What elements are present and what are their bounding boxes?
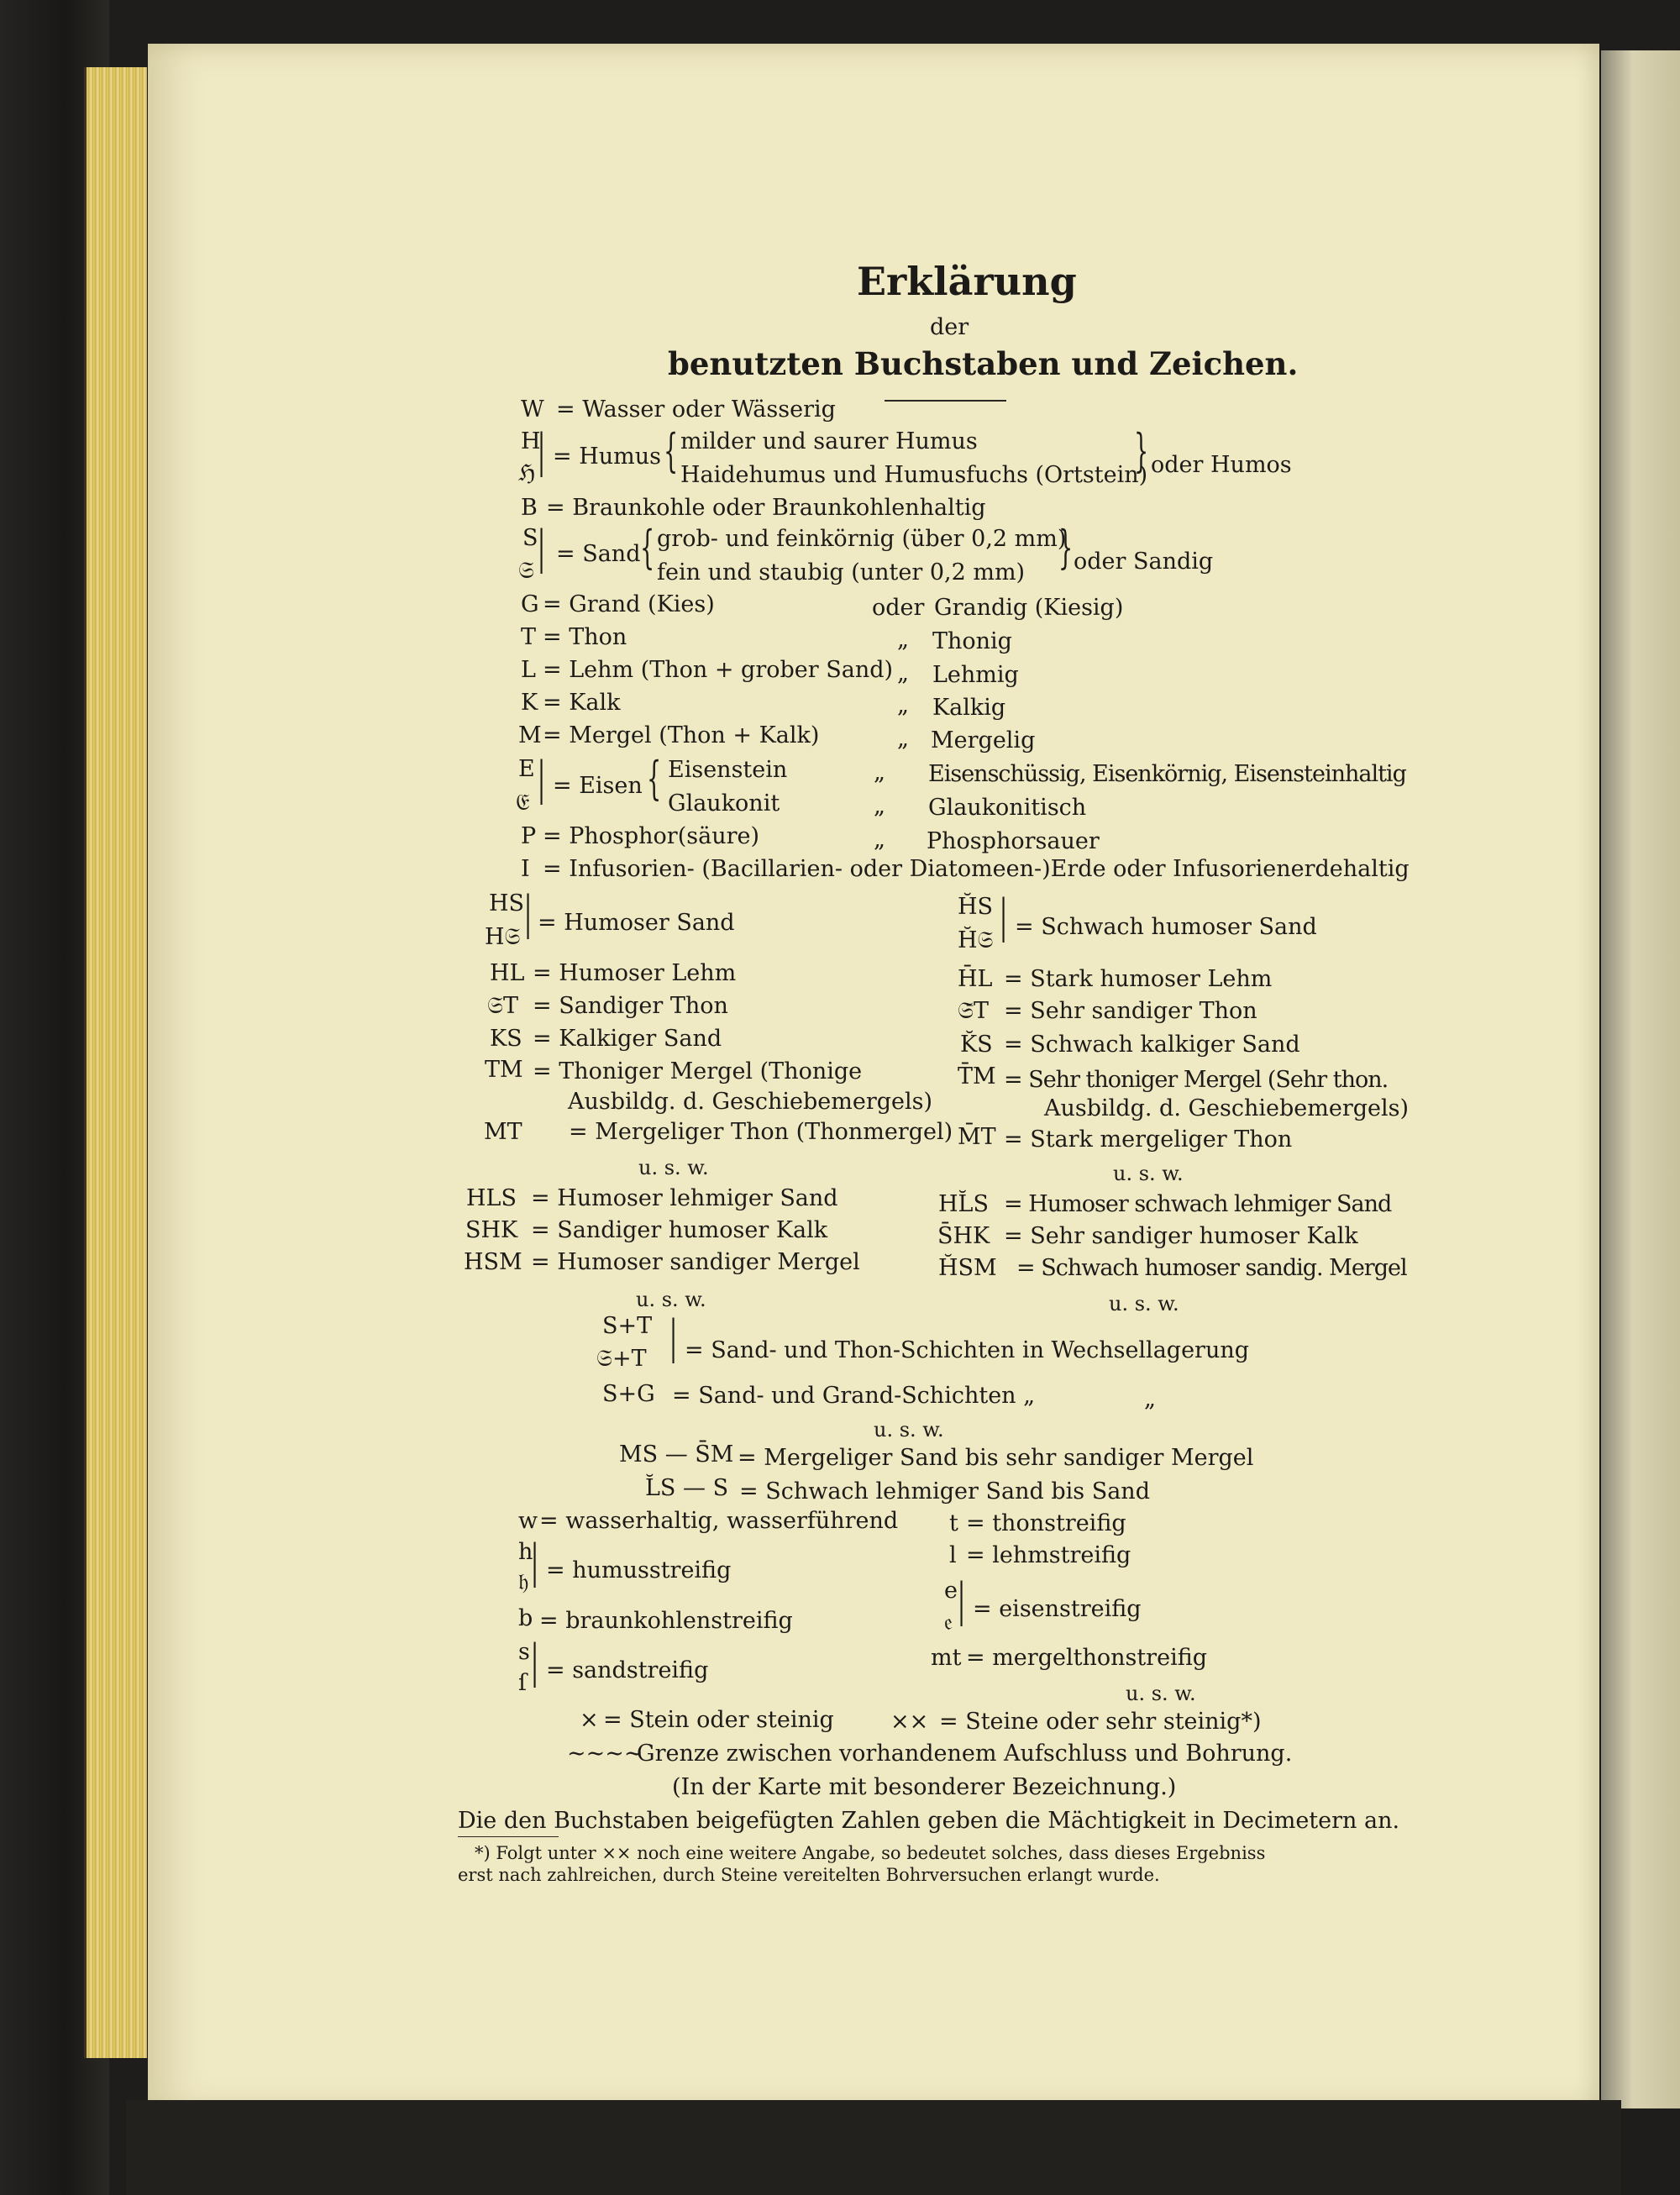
symbol-h-fraktur: ℌ xyxy=(518,460,536,486)
bottom-edge xyxy=(126,2100,1621,2195)
symbol-ks-schwach: K̆S xyxy=(960,1032,993,1058)
legend-lehmstreifig: = lehmstreifig xyxy=(966,1542,1131,1568)
legend-hls-schwach: = Humoser schwach lehmiger Sand xyxy=(1004,1191,1392,1217)
symbol-s-plus-t-fraktur: 𝔖+T xyxy=(596,1346,647,1372)
page-edges xyxy=(84,67,147,2058)
legend-humusstreifig: = humusstreifig xyxy=(546,1557,732,1583)
legend-stein: = Stein oder steinig xyxy=(603,1707,834,1733)
symbol-b-small: b xyxy=(518,1605,533,1631)
usw: u. s. w. xyxy=(1113,1162,1184,1185)
symbol-mt: MT xyxy=(484,1119,522,1145)
legend-k: = Kalk xyxy=(543,690,621,716)
sand-line2: fein und staubig (unter 0,2 mm) xyxy=(657,559,1026,586)
symbol-st-sehr: 𝔖̄T xyxy=(958,998,989,1024)
legend-t: = Thon xyxy=(543,624,627,650)
title-rule xyxy=(885,400,1006,402)
usw: u. s. w. xyxy=(636,1288,706,1311)
legend-tm-sehr: = Sehr thoniger Mergel (Sehr thon. xyxy=(1004,1067,1389,1093)
symbol-s-plus-g: S+G xyxy=(602,1381,655,1407)
symbol-ms-sm: MS — S̄M xyxy=(619,1441,734,1468)
brace: | xyxy=(538,752,546,805)
legend-sandstreifig: = sandstreifig xyxy=(546,1657,709,1683)
legend-p-adj: Phosphorsauer xyxy=(927,828,1100,854)
legend-m: = Mergel (Thon + Kalk) xyxy=(543,722,820,748)
symbol-shk: SHK xyxy=(465,1217,518,1243)
page-title: Erklärung xyxy=(857,259,1077,304)
map-note: (In der Karte mit besonderer Bezeichnung.) xyxy=(672,1774,1177,1800)
ditto-mark: „ xyxy=(897,726,909,752)
facing-page-edge xyxy=(1601,50,1680,2108)
legend-ks: = Kalkiger Sand xyxy=(533,1026,722,1052)
ditto-mark: „ xyxy=(897,627,909,653)
legend-sand-grand: = Sand- und Grand-Schichten „ xyxy=(672,1383,1036,1409)
symbol-e: E xyxy=(518,756,535,782)
brace: | xyxy=(524,886,533,939)
usw: u. s. w. xyxy=(874,1418,944,1441)
legend-st: = Sandiger Thon xyxy=(533,993,728,1019)
ditto-mark: „ xyxy=(897,660,909,686)
legend-b: = Braunkohle oder Braunkohlenhaltig xyxy=(546,495,986,521)
symbol-h: H xyxy=(521,428,541,454)
symbol-hs: HS xyxy=(489,890,525,916)
humus-line1: milder und saurer Humus xyxy=(680,428,978,454)
eisen-adj2: Glaukonitisch xyxy=(928,795,1087,821)
symbol-tm-sehr: T̄M xyxy=(958,1063,996,1090)
symbol-e-fraktur: 𝔈 xyxy=(516,790,530,816)
brace: | xyxy=(1000,890,1008,943)
symbol-hs-schwach-fraktur: H̆𝔖 xyxy=(958,927,994,953)
brace: | xyxy=(958,1573,966,1626)
legend-hls: = Humoser lehmiger Sand xyxy=(531,1185,838,1211)
legend-shk-sehr: = Sehr sandiger humoser Kalk xyxy=(1004,1223,1358,1249)
legend-wechsellagerung: = Sand- und Thon-Schichten in Wechsellagerung xyxy=(685,1337,1250,1363)
brace: | xyxy=(538,521,546,574)
brace: | xyxy=(669,1310,678,1363)
humus-label: = Humus xyxy=(553,444,661,470)
eisen-line1: Eisenstein xyxy=(668,757,788,783)
legend-m-adj: Mergelig xyxy=(931,727,1036,754)
legend-g: = Grand (Kies) xyxy=(543,591,715,617)
legend-ks-schwach: = Schwach kalkiger Sand xyxy=(1004,1032,1300,1058)
humus-suffix: oder Humos xyxy=(1151,452,1292,478)
legend-l-adj: Lehmig xyxy=(932,662,1019,688)
brace: { xyxy=(647,752,662,805)
symbol-l-small: l xyxy=(949,1542,957,1568)
subtitle-der: der xyxy=(930,314,969,340)
legend-tm: = Thoniger Mergel (Thonige xyxy=(533,1058,863,1084)
symbol-s-plus-t: S+T xyxy=(602,1313,653,1339)
symbol-mt-small: mt xyxy=(931,1645,962,1671)
symbol-s-small: s xyxy=(518,1639,530,1665)
symbol-hls-schwach: HL̆S xyxy=(938,1191,989,1217)
legend-l: = Lehm (Thon + grober Sand) xyxy=(543,657,894,683)
symbol-st: 𝔖T xyxy=(487,993,518,1019)
legend-ls-s: = Schwach lehmiger Sand bis Sand xyxy=(739,1478,1150,1504)
symbol-hsm: HSM xyxy=(464,1249,522,1275)
wavy-line-icon: ∼∼∼∼ xyxy=(567,1741,643,1767)
symbol-e-small: e xyxy=(944,1578,958,1604)
symbol-t-small: t xyxy=(949,1510,958,1536)
legend-mt: = Mergeliger Thon (Thonmergel) xyxy=(569,1119,953,1145)
legend-hsm-schwach: = Schwach humoser sandig. Mergel xyxy=(1016,1255,1407,1281)
footnote-rule xyxy=(458,1836,559,1837)
ditto-mark: „ xyxy=(874,827,885,853)
symbol-s: S xyxy=(522,525,538,551)
symbol-s-small-long: ſ xyxy=(518,1670,527,1696)
double-cross-icon: ×× xyxy=(890,1709,929,1735)
sand-label: = Sand xyxy=(556,541,641,567)
brace: | xyxy=(531,1535,539,1588)
symbol-s-fraktur: 𝔖 xyxy=(518,558,534,584)
symbol-tm: TM xyxy=(485,1057,523,1083)
legend-hl: = Humoser Lehm xyxy=(533,960,737,986)
symbol-m: M xyxy=(518,722,542,748)
symbol-p: P xyxy=(521,823,537,849)
symbol-g: G xyxy=(521,591,539,617)
cross-icon: × xyxy=(580,1707,599,1733)
usw: u. s. w. xyxy=(1126,1682,1196,1705)
legend-p: = Phosphor(säure) xyxy=(543,823,760,849)
legend-mergelthonstreifig: = mergelthonstreifig xyxy=(966,1645,1207,1671)
legend-hl-stark: = Stark humoser Lehm xyxy=(1004,966,1273,992)
symbol-b: B xyxy=(521,495,538,521)
symbol-h-small-fraktur: 𝔥 xyxy=(518,1569,529,1595)
eisen-adj1: Eisenschüssig, Eisenkörnig, Eisensteinhaltig xyxy=(928,761,1406,787)
legend-braunkohlenstreifig: = braunkohlenstreifig xyxy=(539,1608,793,1634)
legend-hs-schwach: = Schwach humoser Sand xyxy=(1015,914,1317,940)
symbol-hs-fraktur: H𝔖 xyxy=(485,924,521,950)
eisen-line2: Glaukonit xyxy=(668,790,780,817)
symbol-e-small-fraktur: 𝔢 xyxy=(944,1609,953,1636)
brace: { xyxy=(640,521,655,574)
symbol-l: L xyxy=(521,657,536,683)
usw: u. s. w. xyxy=(638,1156,709,1179)
legend-tm-line2: Ausbildg. d. Geschiebemergels) xyxy=(568,1089,933,1115)
ditto-mark: „ xyxy=(874,793,885,819)
brace: | xyxy=(538,424,546,477)
ditto-mark: „ xyxy=(1144,1386,1156,1412)
legend-mt-stark: = Stark mergeliger Thon xyxy=(1004,1126,1293,1153)
symbol-ks: KS xyxy=(490,1026,522,1052)
legend-st-sehr: = Sehr sandiger Thon xyxy=(1004,998,1257,1024)
symbol-hs-schwach: H̆S xyxy=(958,894,994,920)
symbol-i: I xyxy=(521,856,530,882)
symbol-mt-stark: M̄T xyxy=(958,1124,996,1150)
brace: } xyxy=(1134,424,1149,477)
ditto-mark: „ xyxy=(874,759,885,785)
legend-eisenstreifig: = eisenstreifig xyxy=(973,1596,1142,1622)
symbol-k: K xyxy=(521,690,538,716)
legend-thonstreifig: = thonstreifig xyxy=(966,1510,1126,1536)
brace: } xyxy=(1058,521,1074,574)
eisen-label: = Eisen xyxy=(553,773,643,799)
legend-w: = Wasser oder Wässerig xyxy=(556,396,836,423)
legend-t-adj: Thonig xyxy=(932,628,1012,654)
usw: u. s. w. xyxy=(1109,1292,1179,1315)
ditto-mark: „ xyxy=(897,692,909,718)
legend-hsm: = Humoser sandiger Mergel xyxy=(531,1249,860,1275)
legend-hs: = Humoser Sand xyxy=(538,910,735,936)
symbol-hsm-schwach: H̆SM xyxy=(938,1255,997,1281)
footnote-line2: erst nach zahlreichen, durch Steine vereitelten Bohrversuchen erlangt wurde. xyxy=(458,1865,1160,1885)
legend-g-adj: Grandig (Kiesig) xyxy=(934,595,1124,621)
legend-tm-sehr-line2: Ausbildg. d. Geschiebemergels) xyxy=(1044,1095,1410,1121)
numbers-note: Die den Buchstaben beigefügten Zahlen geben die Mächtigkeit in Decimetern an. xyxy=(458,1808,1400,1834)
brace: { xyxy=(664,424,679,477)
legend-g-oder: oder xyxy=(872,595,925,621)
symbol-hls: HLS xyxy=(466,1185,517,1211)
sand-suffix: oder Sandig xyxy=(1074,549,1214,575)
legend-k-adj: Kalkig xyxy=(932,695,1006,721)
humus-line2: Haidehumus und Humusfuchs (Ortstein) xyxy=(680,462,1148,488)
symbol-shk-sehr: S̄HK xyxy=(937,1223,990,1249)
page-subtitle: benutzten Buchstaben und Zeichen. xyxy=(668,345,1299,382)
symbol-w-small: w xyxy=(518,1508,538,1534)
symbol-hl: HL xyxy=(490,960,525,986)
brace: | xyxy=(531,1635,539,1688)
symbol-t: T xyxy=(521,624,537,650)
sand-line1: grob- und feinkörnig (über 0,2 mm) xyxy=(657,526,1067,552)
symbol-w: W xyxy=(521,396,544,423)
symbol-h-small: h xyxy=(518,1539,533,1565)
legend-grenze: Grenze zwischen vorhandenem Aufschluss und Bohrung. xyxy=(637,1741,1293,1767)
legend-steine: = Steine oder sehr steinig*) xyxy=(939,1709,1262,1735)
symbol-hl-stark: H̄L xyxy=(958,966,993,992)
legend-i: = Infusorien- (Bacillarien- oder Diatomeen-)Erde oder Infusorienerdehaltig xyxy=(543,856,1410,882)
legend-wasserhaltig: = wasserhaltig, wasserführend xyxy=(539,1508,899,1534)
legend-shk: = Sandiger humoser Kalk xyxy=(531,1217,828,1243)
legend-ms-sm: = Mergeliger Sand bis sehr sandiger Mergel xyxy=(738,1445,1254,1471)
symbol-ls-s: L̆S — S xyxy=(645,1475,729,1501)
footnote-line1: *) Folgt unter ×× noch eine weitere Angabe, so bedeutet solches, dass dieses Ergebniss xyxy=(475,1843,1266,1863)
